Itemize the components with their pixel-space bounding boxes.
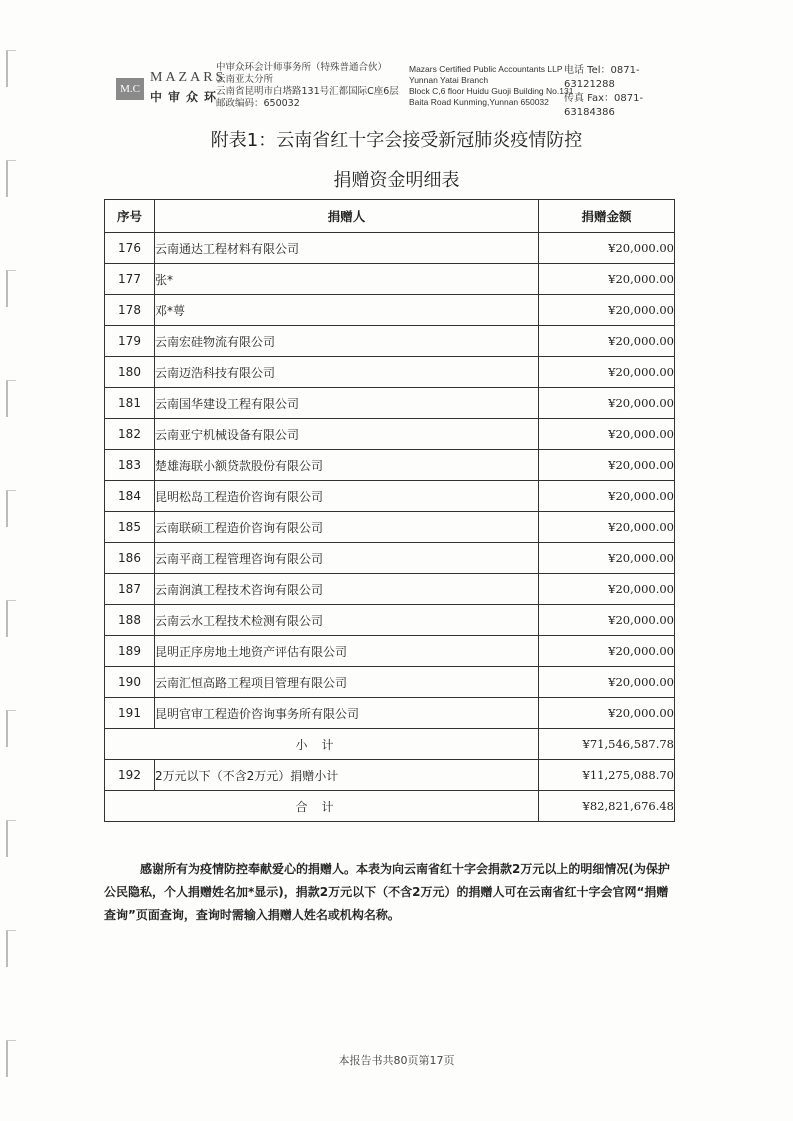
row-donor: 云南润滇工程技术咨询有限公司 bbox=[155, 574, 539, 605]
table-row bbox=[105, 636, 675, 667]
cn-line: 邮政编码：650032 bbox=[216, 98, 300, 109]
table-body bbox=[105, 233, 675, 729]
document-subtitle: 捐赠资金明细表 bbox=[333, 170, 460, 191]
row-amount: ¥20,000.00 bbox=[539, 450, 675, 481]
row-amount: ¥20,000.00 bbox=[539, 512, 675, 543]
table-row bbox=[105, 233, 675, 264]
page-footer: 本报告书共80页第17页 bbox=[338, 1054, 455, 1067]
letterhead bbox=[116, 62, 676, 118]
letterhead-en-address bbox=[409, 64, 573, 108]
binding-mark bbox=[6, 380, 16, 417]
table-row bbox=[105, 698, 675, 729]
row-no: 186 bbox=[105, 543, 155, 574]
binding-mark bbox=[6, 710, 16, 747]
row-no: 183 bbox=[105, 450, 155, 481]
binding-mark bbox=[6, 600, 16, 637]
row-donor: 昆明正序房地土地资产评估有限公司 bbox=[155, 636, 539, 667]
row-no: 191 bbox=[105, 698, 155, 729]
table-row bbox=[105, 574, 675, 605]
donation-table bbox=[104, 199, 675, 822]
row-amount: ¥20,000.00 bbox=[539, 574, 675, 605]
table-row bbox=[105, 605, 675, 636]
table-row bbox=[105, 388, 675, 419]
row-donor: 云南云水工程技术检测有限公司 bbox=[155, 605, 539, 636]
row-no: 184 bbox=[105, 481, 155, 512]
row-no: 180 bbox=[105, 357, 155, 388]
row-donor: 邓*萼 bbox=[155, 295, 539, 326]
table-row bbox=[105, 667, 675, 698]
en-line: Block C,6 floor Huidu Guoji Building No.131 bbox=[409, 86, 574, 96]
en-line: Baita Road Kunming,Yunnan 650032 bbox=[409, 97, 549, 107]
total-row bbox=[105, 791, 675, 822]
row-donor: 张* bbox=[155, 264, 539, 295]
row-amount: ¥20,000.00 bbox=[539, 698, 675, 729]
row-amount: ¥20,000.00 bbox=[539, 388, 675, 419]
total-label: 合计 bbox=[105, 791, 539, 822]
row-no: 177 bbox=[105, 264, 155, 295]
header-donor: 捐赠人 bbox=[155, 200, 539, 233]
row-donor: 云南迈浩科技有限公司 bbox=[155, 357, 539, 388]
binding-marks bbox=[6, 50, 20, 1080]
row-no: 176 bbox=[105, 233, 155, 264]
table-row bbox=[105, 357, 675, 388]
document-title: 附表1：云南省红十字会接受新冠肺炎疫情防控 bbox=[210, 130, 583, 151]
binding-mark bbox=[6, 930, 16, 967]
table-row bbox=[105, 543, 675, 574]
row-donor: 云南国华建设工程有限公司 bbox=[155, 388, 539, 419]
row-amount: ¥20,000.00 bbox=[539, 605, 675, 636]
row-no: 188 bbox=[105, 605, 155, 636]
thanks-note: 感谢所有为疫情防控奉献爱心的捐赠人。本表为向云南省红十字会捐款2万元以上的明细情况(为保护公民隐私，个人捐赠姓名加*显示)，捐款2万元以下（不含2万元）的捐赠人可在云南省红十字会官网“捐赠查询”页面查询，查询时需输入捐赠人姓名或机构名称。 bbox=[104, 862, 670, 922]
row-amount: ¥20,000.00 bbox=[539, 264, 675, 295]
row-amount: ¥20,000.00 bbox=[539, 233, 675, 264]
header-no: 序号 bbox=[105, 200, 155, 233]
table-row bbox=[105, 512, 675, 543]
row-amount: ¥20,000.00 bbox=[539, 419, 675, 450]
cn-line: 云南省昆明市白塔路131号汇都国际C座6层 bbox=[216, 86, 399, 97]
en-line: Mazars Certified Public Accountants LLP bbox=[409, 64, 563, 74]
logo-cn: 中审众环 bbox=[150, 90, 223, 104]
total-amount: ¥82,821,676.48 bbox=[539, 791, 675, 822]
row-no: 189 bbox=[105, 636, 155, 667]
row-donor: 昆明官审工程造价咨询事务所有限公司 bbox=[155, 698, 539, 729]
subtotal-label: 小计 bbox=[105, 729, 539, 760]
cn-line: 云南亚太分所 bbox=[216, 74, 274, 85]
row-amount: ¥20,000.00 bbox=[539, 543, 675, 574]
header-amount: 捐赠金额 bbox=[539, 200, 675, 233]
table-row bbox=[105, 264, 675, 295]
table-row bbox=[105, 481, 675, 512]
binding-mark bbox=[6, 820, 16, 857]
table-header-row bbox=[105, 200, 675, 233]
letterhead-contact bbox=[564, 64, 676, 120]
table-row bbox=[105, 295, 675, 326]
binding-mark bbox=[6, 490, 16, 527]
small-row-amount: ¥11,275,088.70 bbox=[539, 760, 675, 791]
row-amount: ¥20,000.00 bbox=[539, 481, 675, 512]
table-row bbox=[105, 450, 675, 481]
row-donor: 云南宏硅物流有限公司 bbox=[155, 326, 539, 357]
row-amount: ¥20,000.00 bbox=[539, 326, 675, 357]
fax-number: 传真 Fax：0871-63184386 bbox=[564, 93, 644, 118]
binding-mark bbox=[6, 50, 16, 87]
row-donor: 昆明松岛工程造价咨询有限公司 bbox=[155, 481, 539, 512]
row-no: 187 bbox=[105, 574, 155, 605]
row-no: 181 bbox=[105, 388, 155, 419]
table-row bbox=[105, 419, 675, 450]
small-row-no: 192 bbox=[105, 760, 155, 791]
phone-number: 电话 Tel：0871-63121288 bbox=[564, 65, 640, 90]
row-amount: ¥20,000.00 bbox=[539, 667, 675, 698]
subtotal-amount: ¥71,546,587.78 bbox=[539, 729, 675, 760]
row-donor: 楚雄海联小额贷款股份有限公司 bbox=[155, 450, 539, 481]
row-donor: 云南平商工程管理咨询有限公司 bbox=[155, 543, 539, 574]
logo-en: MAZARS bbox=[150, 70, 227, 85]
row-amount: ¥20,000.00 bbox=[539, 636, 675, 667]
row-donor: 云南汇恒高路工程项目管理有限公司 bbox=[155, 667, 539, 698]
row-donor: 云南亚宁机械设备有限公司 bbox=[155, 419, 539, 450]
row-no: 178 bbox=[105, 295, 155, 326]
row-amount: ¥20,000.00 bbox=[539, 295, 675, 326]
row-donor: 云南联硕工程造价咨询有限公司 bbox=[155, 512, 539, 543]
en-line: Yunnan Yatai Branch bbox=[409, 75, 489, 85]
cn-line: 中审众环会计师事务所（特殊普通合伙） bbox=[216, 62, 388, 73]
firm-logo: M.C bbox=[116, 78, 144, 100]
row-no: 185 bbox=[105, 512, 155, 543]
letterhead-cn-address bbox=[216, 62, 399, 110]
row-no: 179 bbox=[105, 326, 155, 357]
row-no: 190 bbox=[105, 667, 155, 698]
binding-mark bbox=[6, 270, 16, 307]
row-no: 182 bbox=[105, 419, 155, 450]
small-donations-row bbox=[105, 760, 675, 791]
small-row-label: 2万元以下（不含2万元）捐赠小计 bbox=[155, 760, 539, 791]
row-donor: 云南通达工程材料有限公司 bbox=[155, 233, 539, 264]
row-amount: ¥20,000.00 bbox=[539, 357, 675, 388]
table-row bbox=[105, 326, 675, 357]
subtotal-row bbox=[105, 729, 675, 760]
